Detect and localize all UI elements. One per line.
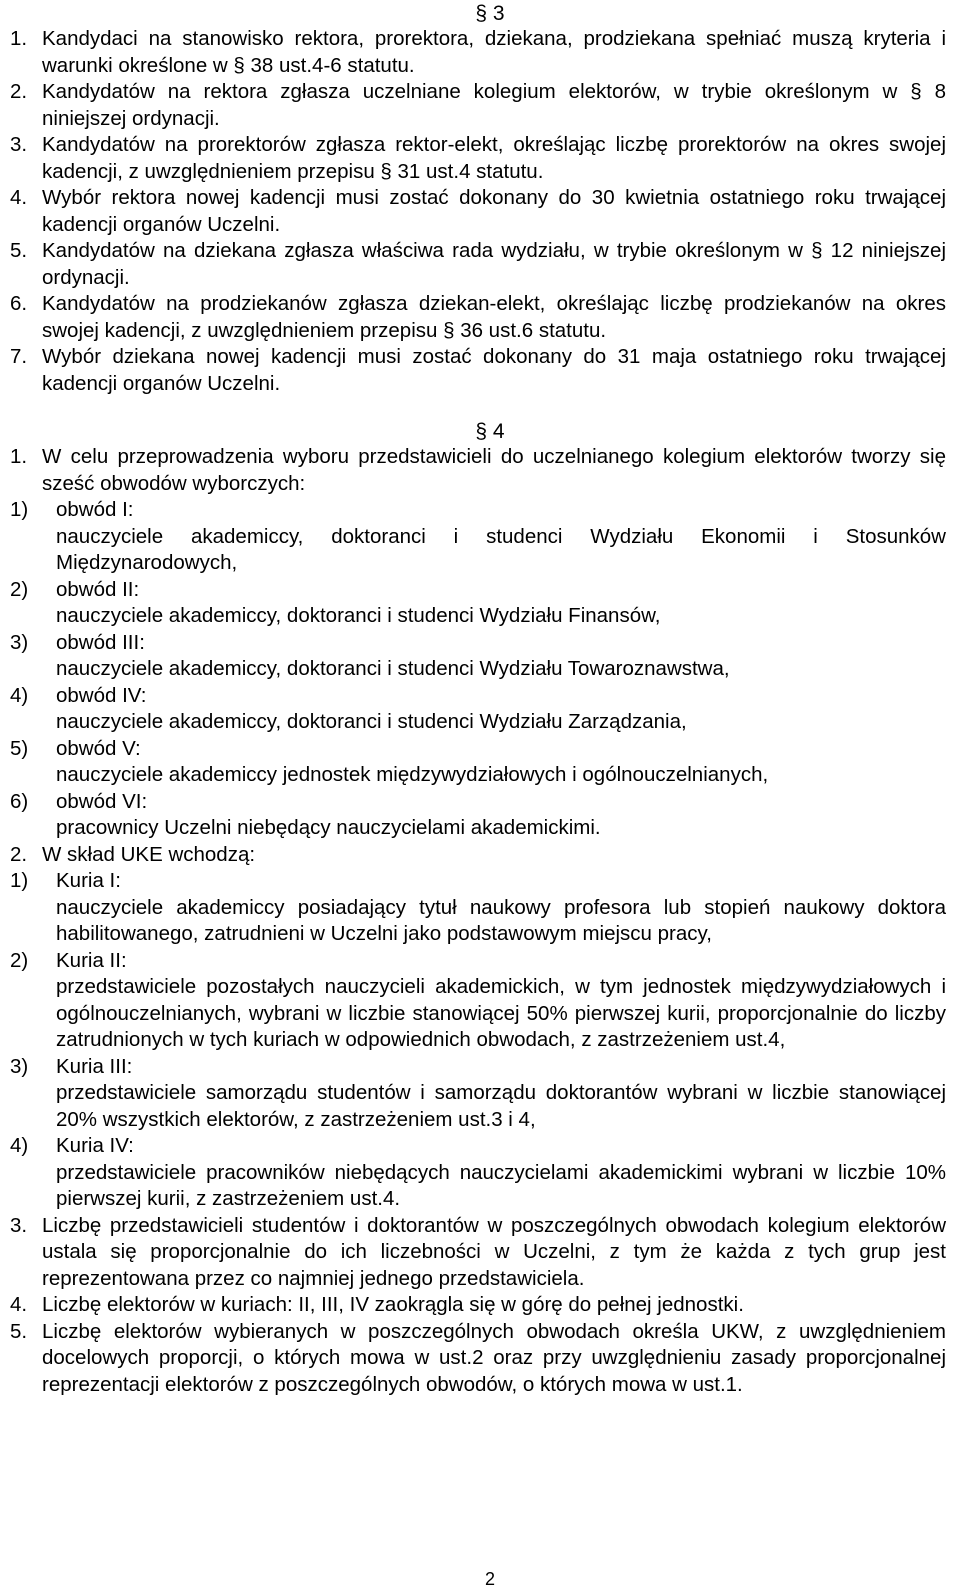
sub-item-title: obwód V: (56, 736, 141, 760)
sub-item-number: 1) (10, 498, 29, 521)
page-number: 2 (484, 1569, 495, 1589)
sub-item-title: Kuria III: (56, 1054, 133, 1078)
item-number: 7. (10, 345, 28, 368)
list-item (10, 185, 946, 238)
item-number: 6. (10, 292, 28, 315)
item-text: Kandydatów na prorektorów zgłasza rektor-elekt, określając liczbę prorektorów na okres swojej kadencji, z uwzględnieniem przepisu § 31 ust.4 statutu. (42, 133, 946, 183)
sub-item-number: 3) (10, 1054, 29, 1078)
sub-item-body: przedstawiciele pozostałych nauczycieli akademickich, w tym jednostek międzywydziałowych i ogólnouczelnianych, wybrani w liczbie stanowiącej 50% pierwszej kurii, proporcjonalnie do liczby zatrudnionych w tych kuriach w odpowiednich obwodach, z zastrzeżeniem ust.4, (56, 975, 946, 1051)
item-number: 5. (10, 1319, 28, 1343)
list-item (10, 1213, 946, 1293)
sub-item (10, 1054, 946, 1134)
sub-item-number: 1) (10, 869, 29, 892)
sub-item (10, 789, 946, 842)
sub-item-number: 3) (10, 630, 29, 654)
sub-item (10, 1133, 946, 1213)
sub-item (10, 630, 946, 683)
sub-item-number: 5) (10, 736, 29, 760)
item-number: 3. (10, 133, 28, 156)
sub-item-title: Kuria II: (56, 948, 127, 972)
item-text: W skład UKE wchodzą: (42, 842, 256, 866)
item-number: 4. (10, 1293, 28, 1316)
list-item (10, 1319, 946, 1399)
sub-item (10, 948, 946, 1054)
item-text: Liczbę przedstawicieli studentów i doktorantów w poszczególnych obwodach kolegium elektorów ustala się proporcjonalnie do ich liczebności w Uczelni, z tym że każda z tych grup jest reprezentowana przez co najmniej jednego przedstawiciela. (42, 1213, 946, 1290)
sub-item-body: nauczyciele akademiccy, doktoranci i studenci Wydziału Towaroznawstwa, (56, 657, 730, 680)
sub-item-body: nauczyciele akademiccy, doktoranci i studenci Wydziału Finansów, (56, 604, 661, 627)
section-3-heading: § 3 (475, 2, 505, 25)
item-text: Wybór rektora nowej kadencji musi zostać dokonany do 30 kwietnia ostatniego roku trwającej kadencji organów Uczelni. (42, 186, 946, 236)
item-number: 1. (10, 445, 28, 468)
list-item (10, 26, 946, 79)
item-text: Kandydatów na dziekana zgłasza właściwa rada wydziału, w trybie określonym w § 12 niniejszej ordynacji. (42, 239, 946, 289)
list-item (10, 132, 946, 185)
item-text: W celu przeprowadzenia wyboru przedstawicieli do uczelnianego kolegium elektorów tworzy się sześć obwodów wyborczych: (42, 445, 946, 495)
sub-item-number: 4) (10, 1134, 29, 1157)
item-number: 2. (10, 80, 28, 103)
sub-item-body: przedstawiciele pracowników niebędących nauczycielami akademickimi wybrani w liczbie 10% pierwszej kurii, z zastrzeżeniem ust.4. (56, 1160, 946, 1210)
sub-item-body: przedstawiciele samorządu studentów i samorządu doktorantów wybrani w liczbie stanowiącej 20% wszystkich elektorów, z zastrzeżeniem ust.3 i 4, (56, 1081, 946, 1131)
sub-item-number: 2) (10, 948, 29, 972)
item-text: Liczbę elektorów w kuriach: II, III, IV zaokrągla się w górę do pełnej jednostki. (42, 1293, 744, 1316)
section-4-heading: § 4 (475, 420, 505, 443)
list-item (10, 842, 946, 869)
section-3-body (10, 26, 946, 397)
sub-item-number: 4) (10, 683, 29, 707)
sub-item-title: obwód I: (56, 498, 134, 521)
item-text: Kandydatów na rektora zgłasza uczelniane kolegium elektorów, w trybie określonym w § 8 niniejszej ordynacji. (42, 80, 946, 130)
sub-item-number: 6) (10, 789, 29, 813)
list-item (10, 444, 946, 497)
item-number: 1. (10, 27, 28, 50)
sub-item (10, 577, 946, 630)
section-4-body (10, 444, 946, 1398)
sub-item (10, 868, 946, 948)
list-item (10, 291, 946, 344)
list-item (10, 344, 946, 397)
sub-item-title: obwód VI: (56, 789, 148, 813)
sub-item-body: nauczyciele akademiccy, doktoranci i studenci Wydziału Ekonomii i Stosunków Międzynarodowych, (56, 524, 946, 574)
item-number: 3. (10, 1213, 28, 1237)
item-number: 4. (10, 186, 28, 209)
list-item (10, 1292, 946, 1319)
sub-item (10, 497, 946, 577)
list-item (10, 79, 946, 132)
sub-item (10, 683, 946, 736)
item-text: Kandydaci na stanowisko rektora, prorektora, dziekana, prodziekana spełniać muszą kryteria i warunki określone w § 38 ust.4-6 statutu. (42, 27, 946, 77)
sub-item-title: Kuria I: (56, 869, 121, 892)
sub-item-title: obwód IV: (56, 683, 147, 707)
sub-item-body: nauczyciele akademiccy, doktoranci i studenci Wydziału Zarządzania, (56, 710, 687, 733)
sub-item-body: nauczyciele akademiccy jednostek międzywydziałowych i ogólnouczelnianych, (56, 763, 769, 786)
sub-item-title: obwód III: (56, 630, 145, 654)
sub-item (10, 736, 946, 789)
sub-item-body: nauczyciele akademiccy posiadający tytuł naukowy profesora lub stopień naukowy doktora habilitowanego, zatrudnieni w Uczelni jako podstawowym miejscu pracy, (56, 895, 946, 945)
list-item (10, 238, 946, 291)
item-number: 2. (10, 842, 28, 866)
item-text: Kandydatów na prodziekanów zgłasza dziekan-elekt, określając liczbę prodziekanów na okres swojej kadencji, z uwzględnieniem przepisu § 36 ust.6 statutu. (42, 292, 946, 342)
item-number: 5. (10, 239, 28, 262)
sub-item-number: 2) (10, 577, 29, 601)
sub-item-title: Kuria IV: (56, 1134, 134, 1157)
sub-item-body: pracownicy Uczelni niebędący nauczycielami akademickimi. (56, 816, 601, 839)
sub-item-title: obwód II: (56, 577, 140, 601)
item-text: Liczbę elektorów wybieranych w poszczególnych obwodach określa UKW, z uwzględnieniem docelowych proporcji, o których mowa w ust.2 oraz przy uwzględnieniu zasady proporcjonalnej reprezentacji elektorów z poszczególnych obwodów, o których mowa w ust.1. (42, 1319, 946, 1396)
item-text: Wybór dziekana nowej kadencji musi zostać dokonany do 31 maja ostatniego roku trwającej kadencji organów Uczelni. (42, 345, 946, 395)
